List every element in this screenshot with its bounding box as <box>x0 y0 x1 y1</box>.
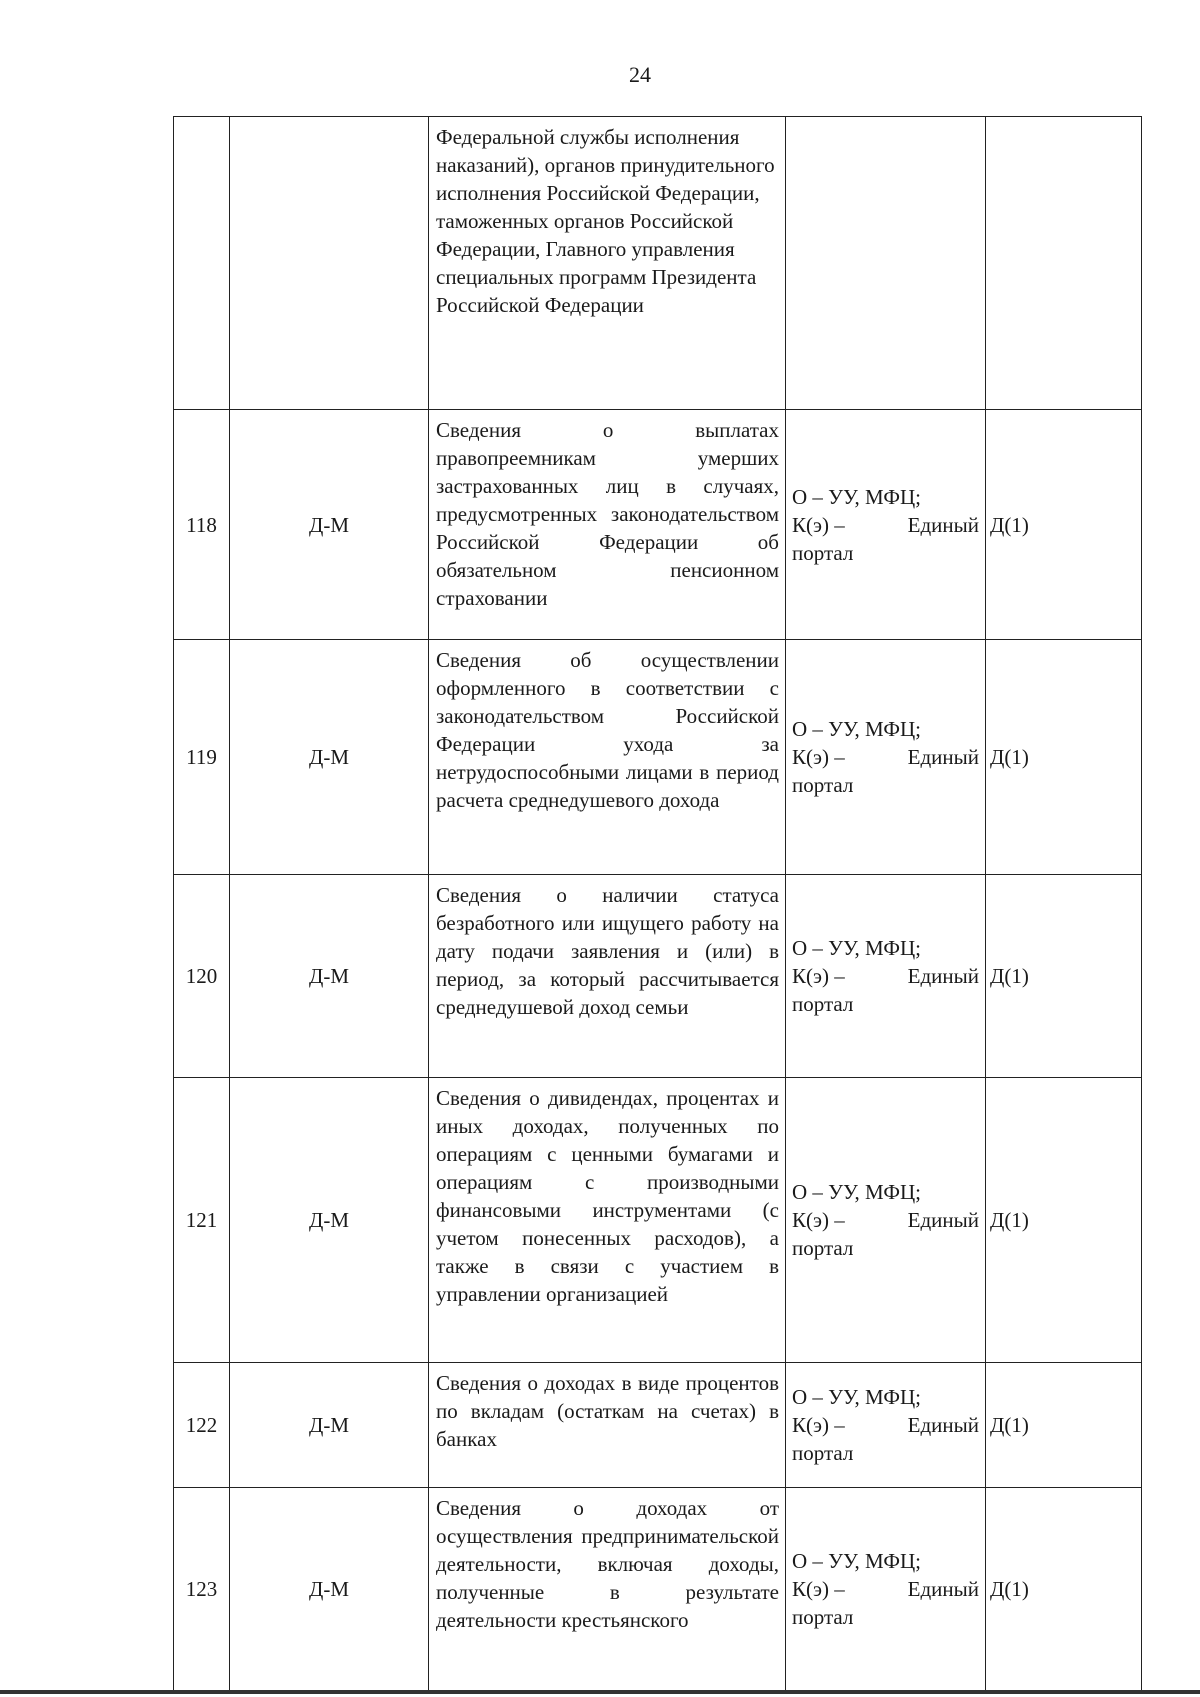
row-description-cell <box>429 410 786 640</box>
row-term: Д(1) <box>986 875 1142 1078</box>
row-number: 118 <box>174 410 230 640</box>
method-line-primary: О – УУ, МФЦ; <box>792 1385 921 1409</box>
method-line-portal: портал <box>792 1605 854 1629</box>
row-method-cell <box>786 1363 986 1488</box>
row-description: Сведения о доходах от осуществления предпринимательской деятельности, включая доходы, полученные в результате деятельности крестьянского <box>436 1496 779 1632</box>
page-number: 24 <box>629 62 651 87</box>
row-description: Сведения о дивидендах, процентах и иных доходах, полученных по операциям с ценными бумагами и операциям с производными финансовыми инструментами (с учетом понесенных расходов), а также в связи с участием в управлении организацией <box>436 1086 779 1306</box>
row-term <box>986 117 1142 410</box>
row-number: 121 <box>174 1078 230 1363</box>
method-line-portal: портал <box>792 773 854 797</box>
method-line-secondary <box>792 743 979 771</box>
row-term: Д(1) <box>986 1078 1142 1363</box>
row-description: Сведения об осуществлении оформленного в соответствии с законодательством Российской Федерации ухода за нетрудоспособными лицами в период расчета среднедушевого дохода <box>436 648 779 812</box>
method-line-portal: портал <box>792 992 854 1016</box>
row-number: 122 <box>174 1363 230 1488</box>
table-row <box>174 410 1142 640</box>
method-line-primary: О – УУ, МФЦ; <box>792 484 921 509</box>
row-description-cell <box>429 117 786 410</box>
method-line-secondary <box>792 511 979 539</box>
method-channel: Единый <box>907 745 979 769</box>
row-method-cell <box>786 640 986 875</box>
method-line-secondary <box>792 1411 979 1439</box>
row-term: Д(1) <box>986 1488 1142 1691</box>
method-line-primary: О – УУ, МФЦ; <box>792 1180 921 1204</box>
row-number: 120 <box>174 875 230 1078</box>
row-description-cell <box>429 1363 786 1488</box>
row-description-cell <box>429 1078 786 1363</box>
row-method-cell <box>786 1488 986 1691</box>
row-term: Д(1) <box>986 1363 1142 1488</box>
row-description: Сведения о доходах в виде процентов по вкладам (остаткам на счетах) в банках <box>436 1371 779 1451</box>
row-description-cell <box>429 875 786 1078</box>
table-row <box>174 1363 1142 1488</box>
row-number: 119 <box>174 640 230 875</box>
scan-edge-divider <box>0 1690 1200 1694</box>
method-code: К(э) – <box>792 1208 845 1232</box>
table-row <box>174 640 1142 875</box>
method-channel: Единый <box>907 1577 979 1601</box>
table-row <box>174 1078 1142 1363</box>
row-description-cell <box>429 640 786 875</box>
method-line-primary: О – УУ, МФЦ; <box>792 1549 921 1573</box>
method-line-secondary <box>792 1575 979 1603</box>
method-line-portal: портал <box>792 540 854 565</box>
method-line-primary: О – УУ, МФЦ; <box>792 717 921 741</box>
method-code: К(э) – <box>792 964 845 988</box>
row-code <box>230 117 429 410</box>
method-line-portal: портал <box>792 1441 854 1465</box>
method-channel: Единый <box>907 1208 979 1232</box>
row-method-cell <box>786 875 986 1078</box>
method-channel: Единый <box>907 1413 979 1437</box>
services-table <box>173 116 1142 1691</box>
row-term: Д(1) <box>986 640 1142 875</box>
row-description: Сведения о наличии статуса безработного или ищущего работу на дату подачи заявления и (или) в период, за который рассчитывается среднедушевой доход семьи <box>436 883 779 1019</box>
row-description: Федеральной службы исполнения наказаний), органов принудительного исполнения Российской Федерации, таможенных органов Российской Федерации, Главного управления специальных программ Президента Российской Федерации <box>436 125 775 317</box>
row-code: Д-М <box>230 1078 429 1363</box>
method-line-primary: О – УУ, МФЦ; <box>792 936 921 960</box>
row-code: Д-М <box>230 640 429 875</box>
row-code: Д-М <box>230 875 429 1078</box>
row-method-cell <box>786 117 986 410</box>
table-row <box>174 1488 1142 1691</box>
method-code: К(э) – <box>792 745 845 769</box>
row-code: Д-М <box>230 1488 429 1691</box>
method-code: К(э) – <box>792 512 845 537</box>
table-row <box>174 117 1142 410</box>
row-code: Д-М <box>230 410 429 640</box>
method-code: К(э) – <box>792 1577 845 1601</box>
row-description-cell <box>429 1488 786 1691</box>
row-code: Д-М <box>230 1363 429 1488</box>
row-number: 123 <box>174 1488 230 1691</box>
method-channel: Единый <box>907 964 979 988</box>
row-method-cell <box>786 410 986 640</box>
table-row <box>174 875 1142 1078</box>
method-line-secondary <box>792 1206 979 1234</box>
method-line-secondary <box>792 962 979 990</box>
method-line-portal: портал <box>792 1236 854 1260</box>
row-term: Д(1) <box>986 410 1142 640</box>
row-method-cell <box>786 1078 986 1363</box>
method-code: К(э) – <box>792 1413 845 1437</box>
row-description: Сведения о выплатах правопреемникам умерших застрахованных лиц в случаях, предусмотренных законодательством Российской Федерации об обязательном пенсионном страховании <box>436 418 779 610</box>
method-channel: Единый <box>907 512 979 537</box>
row-number <box>174 117 230 410</box>
